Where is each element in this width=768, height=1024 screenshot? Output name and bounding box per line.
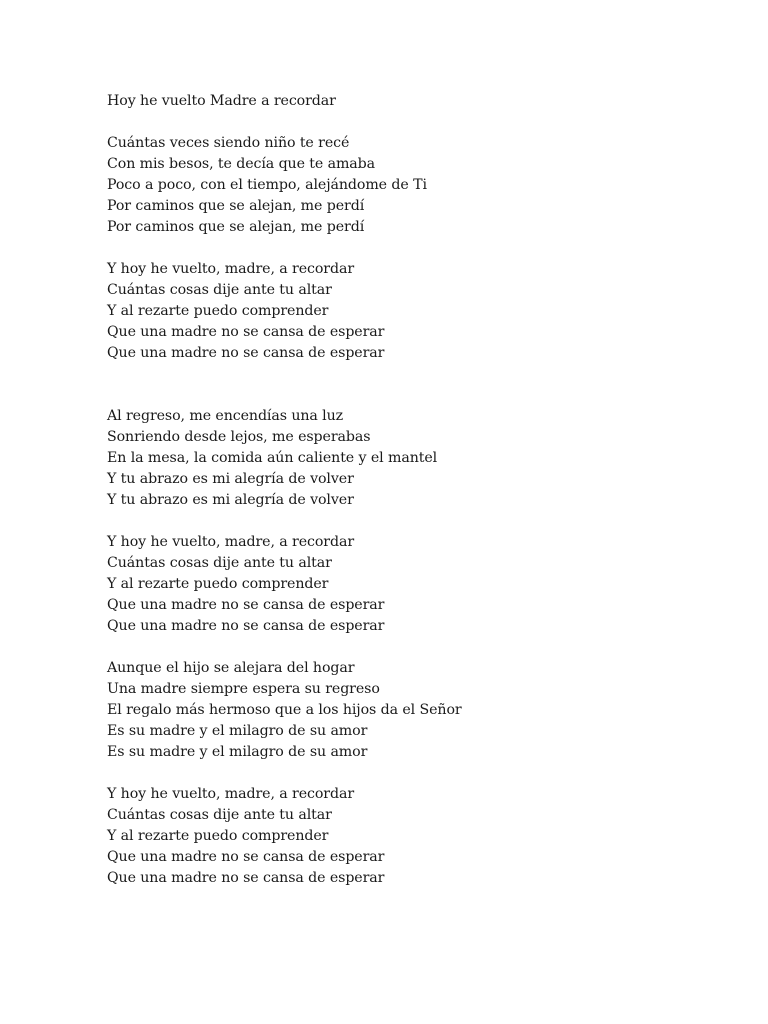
lyric-line: Una madre siempre espera su regreso xyxy=(107,681,380,697)
stanza-6-chorus xyxy=(107,784,707,889)
lyric-line: Sonriendo desde lejos, me esperabas xyxy=(107,429,371,445)
stanza-4-chorus xyxy=(107,532,707,637)
lyric-line: Que una madre no se cansa de esperar xyxy=(107,618,385,634)
lyric-line: Que una madre no se cansa de esperar xyxy=(107,324,385,340)
lyric-line: Es su madre y el milagro de su amor xyxy=(107,744,368,760)
lyric-line: Y hoy he vuelto, madre, a recordar xyxy=(107,261,355,277)
stanza-gap xyxy=(107,364,707,406)
stanza-gap xyxy=(107,763,707,784)
stanza-1 xyxy=(107,133,707,238)
lyric-line: El regalo más hermoso que a los hijos da el Señor xyxy=(107,702,462,718)
lyric-line: Cuántas veces siendo niño te recé xyxy=(107,135,350,151)
lyric-line: Y tu abrazo es mi alegría de volver xyxy=(107,471,354,487)
stanza-gap xyxy=(107,637,707,658)
stanza-gap xyxy=(107,511,707,532)
lyric-line: Y hoy he vuelto, madre, a recordar xyxy=(107,786,355,802)
lyric-line: Que una madre no se cansa de esperar xyxy=(107,597,385,613)
lyric-line: Al regreso, me encendías una luz xyxy=(107,408,344,424)
lyric-line: Cuántas cosas dije ante tu altar xyxy=(107,282,332,298)
stanza-gap xyxy=(107,112,707,133)
lyric-line: Poco a poco, con el tiempo, alejándome de Ti xyxy=(107,177,427,193)
lyric-line: Por caminos que se alejan, me perdí xyxy=(107,198,365,214)
lyric-line: En la mesa, la comida aún caliente y el mantel xyxy=(107,450,438,466)
lyric-line: Con mis besos, te decía que te amaba xyxy=(107,156,376,172)
lyric-line: Y al rezarte puedo comprender xyxy=(107,576,329,592)
lyric-line: Y tu abrazo es mi alegría de volver xyxy=(107,492,354,508)
lyric-line: Por caminos que se alejan, me perdí xyxy=(107,219,365,235)
stanza-5 xyxy=(107,658,707,763)
lyrics-body xyxy=(107,91,707,889)
song-title: Hoy he vuelto Madre a recordar xyxy=(107,93,336,109)
lyric-line: Aunque el hijo se alejara del hogar xyxy=(107,660,355,676)
lyric-line: Y al rezarte puedo comprender xyxy=(107,303,329,319)
stanza-2-chorus xyxy=(107,259,707,364)
stanza-3 xyxy=(107,406,707,511)
stanza-gap xyxy=(107,238,707,259)
lyric-line: Es su madre y el milagro de su amor xyxy=(107,723,368,739)
lyric-line: Y al rezarte puedo comprender xyxy=(107,828,329,844)
lyric-line: Y hoy he vuelto, madre, a recordar xyxy=(107,534,355,550)
lyric-line: Que una madre no se cansa de esperar xyxy=(107,345,385,361)
lyric-line: Cuántas cosas dije ante tu altar xyxy=(107,807,332,823)
lyric-line: Cuántas cosas dije ante tu altar xyxy=(107,555,332,571)
lyric-line: Que una madre no se cansa de esperar xyxy=(107,870,385,886)
lyric-line: Que una madre no se cansa de esperar xyxy=(107,849,385,865)
